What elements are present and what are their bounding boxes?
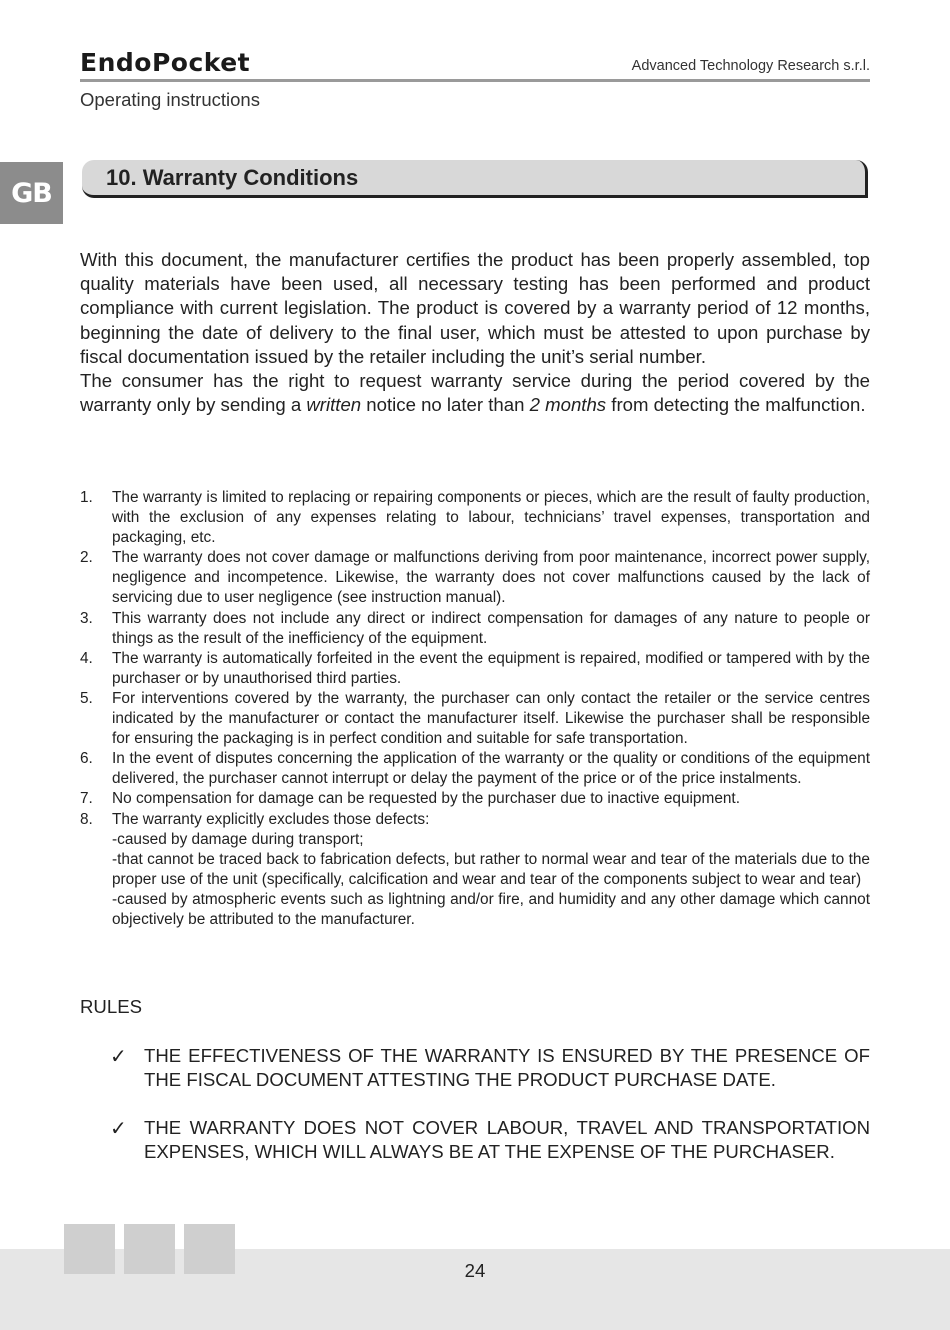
checkmark-icon: ✓ <box>110 1116 127 1140</box>
list-item-number: 7. <box>80 790 93 808</box>
intro-p2-emphasis-months: 2 months <box>529 394 607 416</box>
exclusion-transport: -caused by damage during transport; <box>112 830 364 848</box>
list-item-number: 5. <box>80 689 93 707</box>
exclusion-atmospheric: -caused by atmospheric events such as lightning and/or fire, and humidity and any other damage which cannot objectively be attributed to the manufacturer. <box>112 890 870 928</box>
page-number: 24 <box>464 1260 486 1281</box>
section-title: 10. Warranty Conditions <box>106 165 359 190</box>
list-item <box>80 488 870 548</box>
intro-text <box>80 248 870 417</box>
rule-item <box>110 1044 870 1092</box>
exclusion-wear-and-tear: -that cannot be traced back to fabrication defects, but rather to normal wear and tear of the materials due to the proper use of the unit (specifically, calcification and wear and tear of the components subject to wear and tear) <box>112 850 870 888</box>
list-item <box>80 548 870 608</box>
section-header <box>82 160 868 198</box>
intro-p2-part-b: notice no later than <box>361 394 530 416</box>
intro-p2-emphasis-written: written <box>306 394 362 416</box>
list-item-text: The warranty does not cover damage or malfunctions deriving from poor maintenance, incorrect power supply, negligence and incompetence. Likewise, the warranty does not cover malfunctions caused by the lack of servicing due to user negligence (see instruction manual). <box>112 549 870 607</box>
intro-paragraph-2 <box>80 369 870 417</box>
list-item-number: 8. <box>80 810 93 828</box>
list-item-number: 4. <box>80 649 93 667</box>
list-item-number: 3. <box>80 609 93 627</box>
list-item-text: No compensation for damage can be requested by the purchaser due to inactive equipment. <box>112 790 740 808</box>
list-item-text: This warranty does not include any direct or indirect compensation for damages of any nature to people or things as the result of the inefficiency of the equipment. <box>112 609 870 647</box>
list-item-number: 1. <box>80 489 93 506</box>
list-item <box>80 689 870 749</box>
list-item <box>80 810 870 931</box>
intro-paragraph-1: With this document, the manufacturer certifies the product has been properly assembled, top quality materials have been used, all necessary testing has been performed and product compliance with current legislation. The product is covered by a warranty period of 12 months, beginning the date of delivery to the final user, which must be attested to upon purchase by fiscal documentation issued by the retailer including the unit’s serial number. <box>80 249 870 367</box>
list-item-number: 2. <box>80 549 93 567</box>
list-item-number: 6. <box>80 750 93 768</box>
list-item-text: The warranty is automatically forfeited in the event the equipment is repaired, modified or tampered with by the purchaser or by unauthorised third parties. <box>112 649 870 687</box>
warranty-conditions-list <box>80 488 870 930</box>
checkmark-icon: ✓ <box>110 1044 127 1068</box>
brand-logo: EndoPocket <box>80 48 251 77</box>
list-item <box>80 749 870 789</box>
list-item <box>80 789 870 809</box>
rule-item <box>110 1116 870 1164</box>
list-item-text: The warranty is limited to replacing or repairing components or pieces, which are the result of faulty production, with the exclusion of any expenses relating to labour, technicians’ travel expenses, transportation and packaging, etc. <box>112 489 870 547</box>
list-item-text: For interventions covered by the warranty, the purchaser can only contact the retailer or the service centres indicated by the manufacturer or contact the manufacturer itself. Likewise the purchaser shall be responsible for ensuring the packaging is in perfect condition and suitable for safe transportation. <box>112 689 870 748</box>
list-item-text: The warranty explicitly excludes those defects: <box>112 810 430 828</box>
intro-p2-part-c: from detecting the malfunction. <box>606 394 866 416</box>
document-type: Operating instructions <box>80 89 260 110</box>
rules-heading: RULES <box>80 996 143 1017</box>
list-item-text: In the event of disputes concerning the application of the warranty or the quality or conditions of the equipment delivered, the purchaser cannot interrupt or delay the payment of the price or of the price instalments. <box>112 750 870 788</box>
company-name: Advanced Technology Research s.r.l. <box>631 58 870 74</box>
rule-text: THE EFFECTIVENESS OF THE WARRANTY IS ENSURED BY THE PRESENCE OF THE FISCAL DOCUMENT ATTESTING THE PRODUCT PURCHASE DATE. <box>144 1045 870 1091</box>
list-item <box>80 609 870 649</box>
rule-text: THE WARRANTY DOES NOT COVER LABOUR, TRAVEL AND TRANSPORTATION EXPENSES, WHICH WILL ALWAYS BE AT THE EXPENSE OF THE PURCHASER. <box>144 1117 870 1163</box>
language-tab: GB <box>0 162 63 224</box>
header-divider <box>80 79 870 82</box>
list-item <box>80 649 870 689</box>
intro-p2-part-a: The consumer has the right to request warranty service during the period covered by the warranty only by sending a <box>80 370 870 416</box>
